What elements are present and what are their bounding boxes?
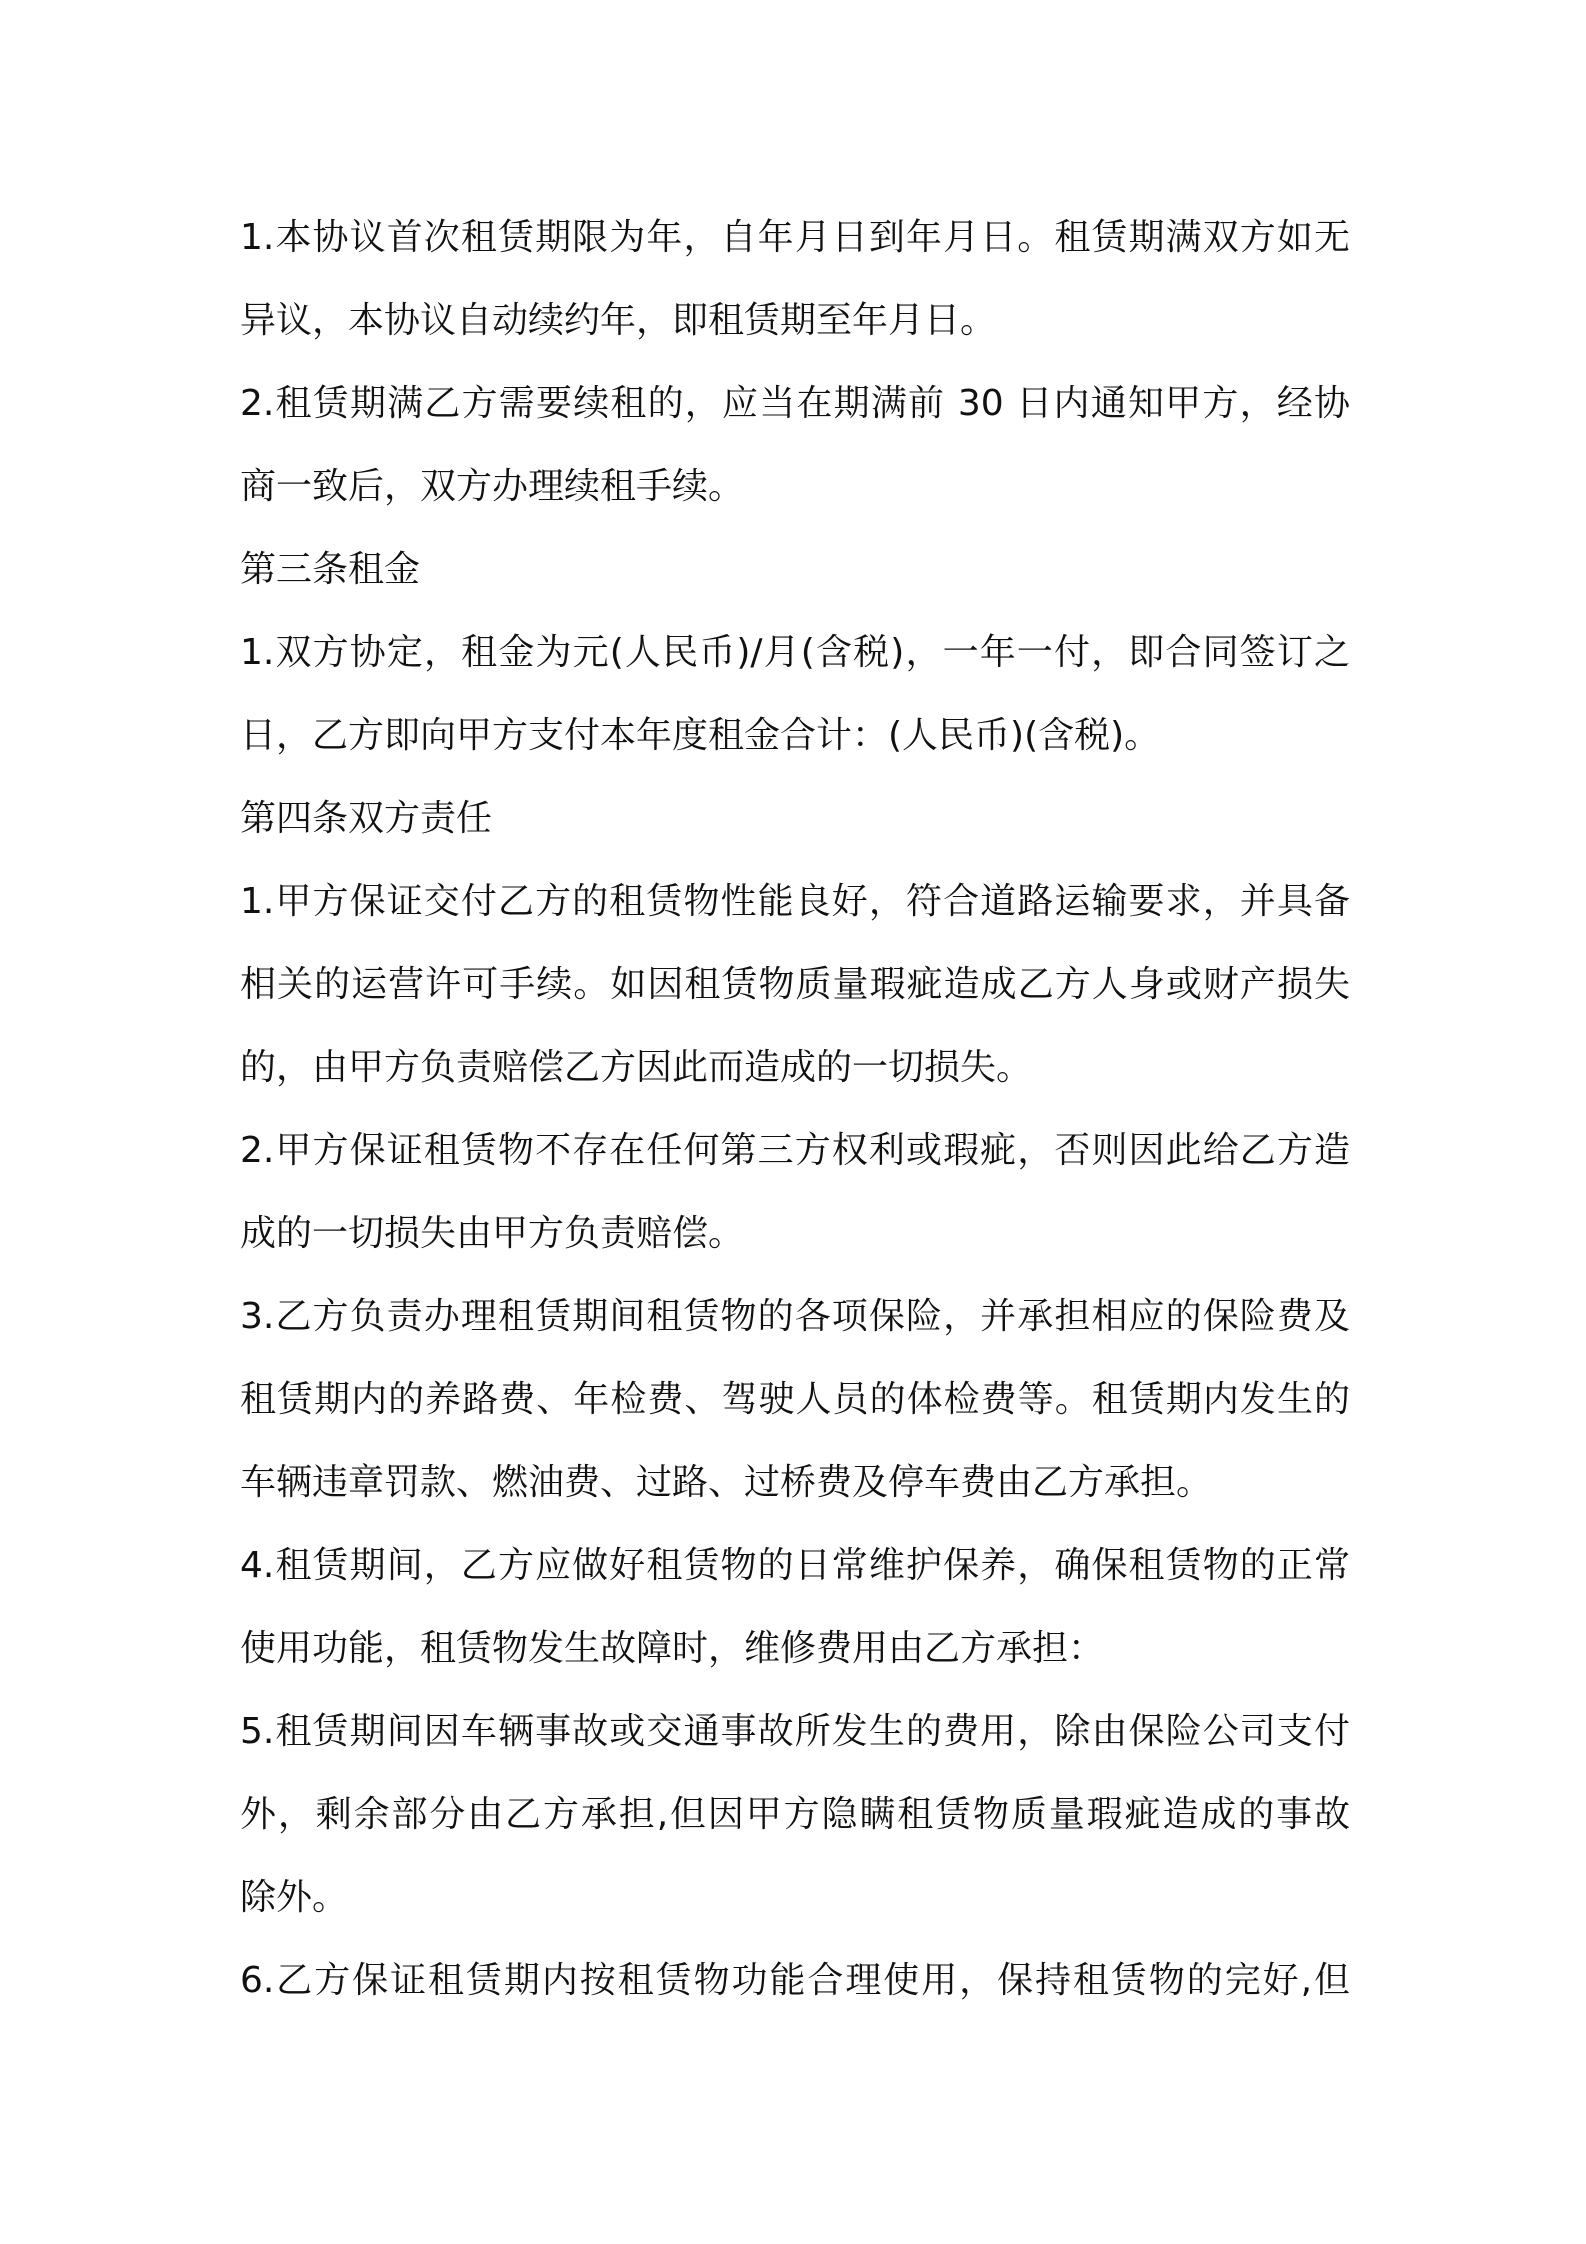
text-line: 3.乙方负责办理租赁期间租赁物的各项保险，并承担相应的保险费及 [240,1296,1350,1337]
text-line: 5.租赁期间因车辆事故或交通事故所发生的费用，除由保险公司支付 [240,1711,1350,1752]
document-body [240,196,1350,2022]
text-line: 外，剩余部分由乙方承担,但因甲方隐瞒租赁物质量瑕疵造成的事故 [240,1794,1350,1835]
text-line: 的，由甲方负责赔偿乙方因此而造成的一切损失。 [240,1047,1033,1088]
text-line: 相关的运营许可手续。如因租赁物质量瑕疵造成乙方人身或财产损失 [240,964,1350,1005]
text-line: 异议，本协议自动续约年，即租赁期至年月日。 [240,300,997,341]
text-line: 6.乙方保证租赁期内按租赁物功能合理使用，保持租赁物的完好,但 [240,1960,1350,2001]
text-line: 使用功能，租赁物发生故障时，维修费用由乙方承担： [240,1628,1105,1669]
text-line: 1.双方协定，租金为元(人民币)/月(含税)，一年一付，即合同签订之 [240,632,1350,673]
text-line: 成的一切损失由甲方负责赔偿。 [240,1213,745,1254]
text-line: 商一致后，双方办理续租手续。 [240,466,745,507]
text-line: 1.甲方保证交付乙方的租赁物性能良好，符合道路运输要求，并具备 [240,881,1350,922]
text-line: 1.本协议首次租赁期限为年，自年月日到年月日。租赁期满双方如无 [240,217,1350,258]
text-line: 除外。 [240,1877,349,1918]
text-line: 2.甲方保证租赁物不存在任何第三方权利或瑕疵，否则因此给乙方造 [240,1130,1350,1171]
section-heading: 第三条租金 [240,549,421,590]
text-line: 车辆违章罚款、燃油费、过路、过桥费及停车费由乙方承担。 [240,1462,1213,1503]
text-line: 租赁期内的养路费、年检费、驾驶人员的体检费等。租赁期内发生的 [240,1379,1350,1420]
text-line: 4.租赁期间，乙方应做好租赁物的日常维护保养，确保租赁物的正常 [240,1545,1350,1586]
section-heading: 第四条双方责任 [240,798,493,839]
text-line: 2.租赁期满乙方需要续租的，应当在期满前 30 日内通知甲方，经协 [240,383,1350,424]
text-line: 日，乙方即向甲方支付本年度租金合计：(人民币)(含税)。 [240,715,1161,756]
